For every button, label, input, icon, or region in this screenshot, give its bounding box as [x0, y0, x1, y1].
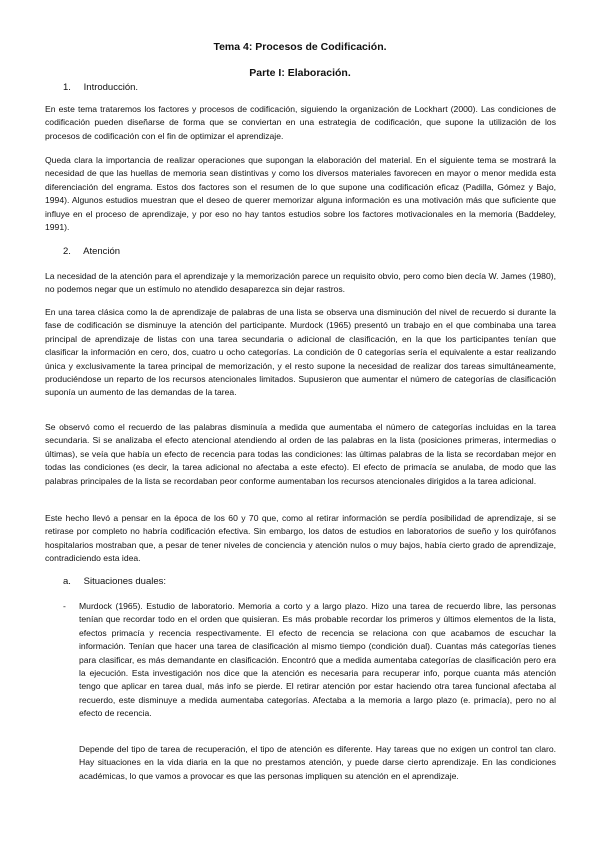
paragraph: En una tarea clásica como la de aprendizaje de palabras de una lista se observa una disminución del nivel de recuerdo si durante la fase de codificación se disminuye la atención del participante. Murdock (1965) presentó un trabajo en el que combinaba una tarea principal de aprendizaje de listas con una tarea secundaria o adicional de clasificación, en la que los participantes tenían que clasificar la información en cero, dos, cuatro u ocho categorías. La condición de 0 categorías sería el equivalente a estar realizando única y exclusivamente la tarea principal de memorización, y el resto supone la necesidad de realizar dos tareas simultáneamente, produciéndose un reparto de los recursos atencionales limitados. Supusieron que aumentar el número de categorías de clasificación suponía un aumento de las demandas de la tarea. [45, 307, 556, 398]
closing-paragraph: Depende del tipo de tarea de recuperación, el tipo de atención es diferente. Hay tareas que no exigen un control tan claro. Hay situaciones en la vida diaria en la que no prestamos atención, y puede darse cierto aprendizaje. En las condiciones académicas, lo que vamos a provocar es que las personas impliquen su atención en el aprendizaje. [79, 744, 556, 781]
paragraph: Se observó como el recuerdo de las palabras disminuía a medida que aumentaba el número de categorías incluidas en la tarea secundaria. Si se analizaba el efecto atencional atendiendo al orden de las palabras en la lista (posiciones primeras, intermedias o últimas), se veía que había un efecto de recencia para todas las condiciones: las últimas palabras de la lista se recordaban mejor en todas las condiciones (es decir, la tarea adicional no afectaba a este efecto). El efecto de primacía se anulaba, de modo que las palabras principales de la lista se recordaban peor conforme aumentaban los recursos atencionales dirigidos a la tarea adicional. [45, 422, 556, 486]
section-number: 2. [63, 246, 71, 257]
section-heading-text: Introducción. [83, 82, 139, 93]
section-heading-text: Atención [83, 246, 121, 257]
section-heading-introduccion [63, 82, 138, 94]
section-number: 1. [63, 82, 71, 93]
paragraph: En este tema trataremos los factores y procesos de codificación, siguiendo la organización de Lockhart (2000). Las condiciones de codificación pueden diseñarse de forma que se conviertan en una estrategia de codificación, que supone la utilización de los procesos de codificación con el fin de optimizar el aprendizaje. [45, 104, 556, 141]
bullet-paragraph: Murdock (1965). Estudio de laboratorio. Memoria a corto y a largo plazo. Hizo una tarea de recuerdo libre, las personas tenían que recordar todo en el orden que quisieran. Es más probable recordar los primeros y últimos elementos de la lista, efectos primacía y recencia respectivamente. El efecto de recencia se relaciona con que acabamos de escuchar la información. Tenían que hacer una tarea de clasificación al mismo tiempo (condición dual). Cuantas más categorías tienes para clasificar, es más demandante en clasificación. Encontró que a medida aumentaba categorías de clasificación pero era la ejecución. Esta investigación nos dice que la atención es necesaria para recuperar info, porque cuanta más atención tengo que aplicar en tarea dual, más info se pierde. El retirar atención por estar haciendo otra tarea funcional afectaba al recuerdo, este disminuye a medida aumentaba categorías. Afectaba a la memoria a largo plazo (e. primacía), pero no al efecto de recencia. [79, 601, 556, 719]
paragraph: La necesidad de la atención para el aprendizaje y la memorización parece un requisito obvio, pero como bien decía W. James (1980), no podemos negar que un estímulo no atendido desaparezca sin dejar rastros. [45, 271, 556, 295]
part-title: Parte I: Elaboración. [249, 67, 351, 79]
paragraph: Queda clara la importancia de realizar operaciones que supongan la elaboración del material. En el siguiente tema se mostrará la necesidad de que las huellas de memoria sean distintivas y como los diversos materiales favorecen en mayor o menor medida esta diferenciación del engrama. Estos dos factores son el resumen de lo que supone una codificación eficaz (Padilla, Gómez y Bajo, 1994). Algunos estudios muestran que el deseo de querer memorizar alguna información es una motivación más que suficiente que influye en el proceso de aprendizaje, y por eso no hay tantos estudios sobre los factores motivacionales en la memoria (Baddeley, 1991). [45, 155, 556, 233]
subsection-heading-text: Situaciones duales: [83, 576, 167, 587]
section-heading-atencion [63, 246, 120, 258]
subsection-letter: a. [63, 576, 71, 587]
bullet-marker: - [63, 601, 66, 611]
subsection-heading-situaciones-duales [63, 576, 166, 588]
document-title: Tema 4: Procesos de Codificación. [213, 41, 387, 53]
bullet-item [63, 600, 556, 721]
paragraph: Este hecho llevó a pensar en la época de los 60 y 70 que, como al retirar información se perdía posibilidad de aprendizaje, si se retirase por completo no habría codificación efectiva. Sin embargo, los datos de estudios en laboratorios de sueño y los quirófanos hospitalarios mostraban que, a pesar de tener niveles de conciencia y atención nulos o muy bajos, había cierto grado de aprendizaje, contradiciendo esta idea. [45, 513, 556, 564]
